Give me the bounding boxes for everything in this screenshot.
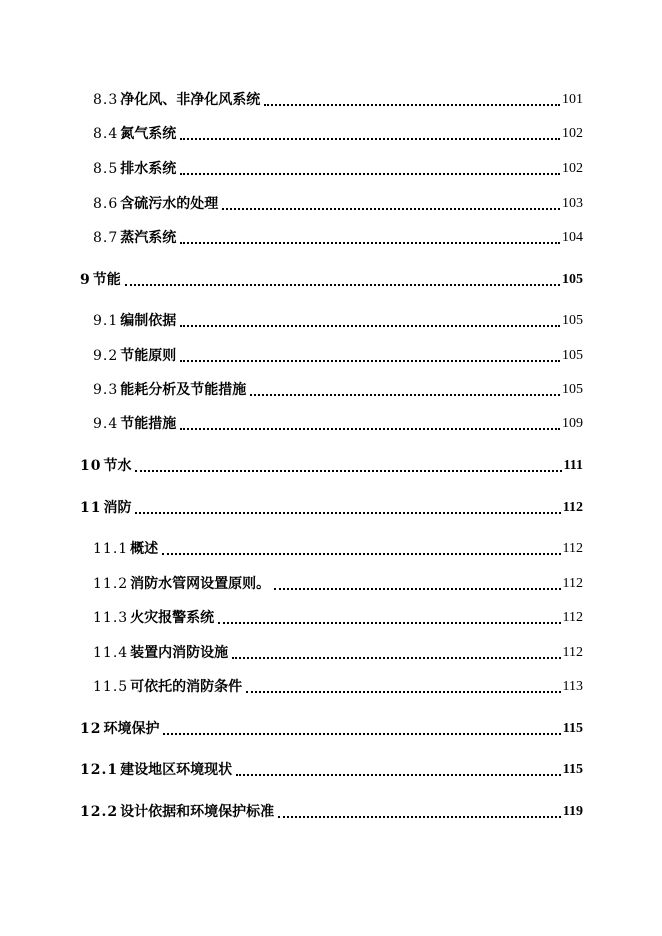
- toc-entry-page: 112: [562, 645, 583, 660]
- toc-entry-title: 装置内消防设施: [130, 645, 229, 661]
- toc-entry-9-1[interactable]: [93, 308, 583, 330]
- toc-entry-number: 11.3: [93, 610, 129, 626]
- toc-entry-8-4[interactable]: [93, 121, 583, 143]
- toc-entry-page: 112: [562, 576, 583, 591]
- toc-entry-number: 11: [80, 500, 102, 516]
- toc-entry-number: 8.4: [93, 126, 119, 142]
- toc-entry-page: 113: [562, 679, 583, 694]
- toc-entry-page: 101: [562, 92, 583, 107]
- toc-entry-12[interactable]: [80, 716, 583, 738]
- dot-leader: [163, 733, 560, 735]
- toc-entry-page: 111: [563, 458, 583, 473]
- toc-entry-page: 112: [562, 500, 583, 515]
- toc-entry-title: 节能措施: [120, 416, 177, 432]
- toc-entry-number: 11.4: [93, 645, 129, 661]
- toc-entry-title: 蒸汽系统: [120, 230, 177, 246]
- toc-entry-title: 节水: [103, 458, 132, 474]
- toc-entry-number: 8.6: [93, 196, 119, 212]
- dot-leader: [250, 394, 560, 396]
- toc-entry-page: 103: [562, 196, 583, 211]
- toc-entry-page: 105: [562, 272, 583, 287]
- dot-leader: [162, 553, 560, 555]
- dot-leader: [135, 512, 560, 514]
- toc-entry-page: 112: [562, 541, 583, 556]
- dot-leader: [246, 691, 560, 693]
- toc-entry-8-5[interactable]: [93, 156, 583, 178]
- toc-entry-number: 9.3: [93, 382, 119, 398]
- dot-leader: [180, 242, 560, 244]
- toc-entry-title: 可依托的消防条件: [130, 679, 243, 695]
- toc-entry-page: 115: [562, 762, 583, 777]
- dot-leader: [180, 428, 560, 430]
- dot-leader: [222, 208, 560, 210]
- toc-entry-title: 能耗分析及节能措施: [120, 382, 247, 398]
- toc-entry-title: 节能原则: [120, 348, 177, 364]
- dot-leader: [232, 657, 560, 659]
- toc-entry-number: 10: [80, 458, 102, 474]
- toc-entry-number: 12.1: [80, 762, 119, 778]
- toc-entry-title: 净化风、非净化风系统: [120, 92, 261, 108]
- toc-entry-9[interactable]: [80, 267, 583, 289]
- toc-entry-9-3[interactable]: [93, 377, 583, 399]
- toc-entry-title: 节能: [92, 272, 121, 288]
- toc-entry-page: 102: [562, 126, 583, 141]
- toc-entry-title: 编制依据: [120, 313, 177, 329]
- toc-entry-number: 11.1: [93, 541, 129, 557]
- dot-leader: [218, 622, 560, 624]
- toc-entry-number: 9.1: [93, 313, 119, 329]
- toc-entry-11-1[interactable]: [93, 536, 583, 558]
- toc-entry-number: 8.3: [93, 92, 119, 108]
- toc-entry-11-4[interactable]: [93, 640, 583, 662]
- dot-leader: [274, 588, 560, 590]
- toc-entry-title: 氮气系统: [120, 126, 177, 142]
- toc-entry-8-6[interactable]: [93, 191, 583, 213]
- toc-entry-page: 102: [562, 161, 583, 176]
- dot-leader: [236, 774, 561, 776]
- toc-entry-title: 概述: [130, 541, 159, 557]
- toc-entry-11[interactable]: [80, 495, 583, 517]
- dot-leader: [125, 284, 560, 286]
- toc-entry-title: 消防水管网设置原则。: [130, 576, 271, 592]
- toc-entry-page: 115: [562, 721, 583, 736]
- toc-entry-title: 设计依据和环境保护标准: [120, 804, 275, 820]
- toc-entry-page: 119: [562, 804, 583, 819]
- toc-entry-8-3[interactable]: [93, 87, 583, 109]
- dot-leader: [180, 173, 560, 175]
- toc-entry-number: 9.4: [93, 416, 119, 432]
- toc-entry-number: 8.7: [93, 230, 119, 246]
- toc-entry-9-4[interactable]: [93, 411, 583, 433]
- toc-entry-page: 105: [562, 313, 583, 328]
- dot-leader: [180, 325, 560, 327]
- toc-entry-9-2[interactable]: [93, 343, 583, 365]
- toc-entry-12-2[interactable]: [80, 799, 583, 821]
- toc-entry-page: 105: [562, 382, 583, 397]
- toc-entry-page: 112: [562, 610, 583, 625]
- toc-entry-title: 含硫污水的处理: [120, 196, 219, 212]
- toc-entry-title: 排水系统: [120, 161, 177, 177]
- toc-entry-number: 8.5: [93, 161, 119, 177]
- toc-entry-11-3[interactable]: [93, 605, 583, 627]
- toc-entry-page: 109: [562, 416, 583, 431]
- toc-entry-number: 11.2: [93, 576, 129, 592]
- dot-leader: [135, 470, 561, 472]
- dot-leader: [180, 138, 560, 140]
- toc-entry-8-7[interactable]: [93, 225, 583, 247]
- toc-entry-11-2[interactable]: [93, 571, 583, 593]
- toc-entry-page: 105: [562, 348, 583, 363]
- toc-entry-10[interactable]: [80, 453, 583, 475]
- dot-leader: [264, 104, 560, 106]
- toc-entry-number: 12: [80, 721, 102, 737]
- toc-entry-number: 12.2: [80, 804, 119, 820]
- toc-entry-page: 104: [562, 230, 583, 245]
- dot-leader: [180, 360, 560, 362]
- toc-entry-title: 火灾报警系统: [130, 610, 215, 626]
- toc-entry-12-1[interactable]: [80, 757, 583, 779]
- toc-entry-11-5[interactable]: [93, 674, 583, 696]
- toc-entry-title: 环境保护: [103, 721, 160, 737]
- toc-entry-number: 11.5: [93, 679, 129, 695]
- dot-leader: [278, 816, 561, 818]
- toc-entry-title: 建设地区环境现状: [120, 762, 233, 778]
- toc-entry-number: 9.2: [93, 348, 119, 364]
- toc-entry-title: 消防: [103, 500, 132, 516]
- toc-entry-number: 9: [80, 272, 91, 288]
